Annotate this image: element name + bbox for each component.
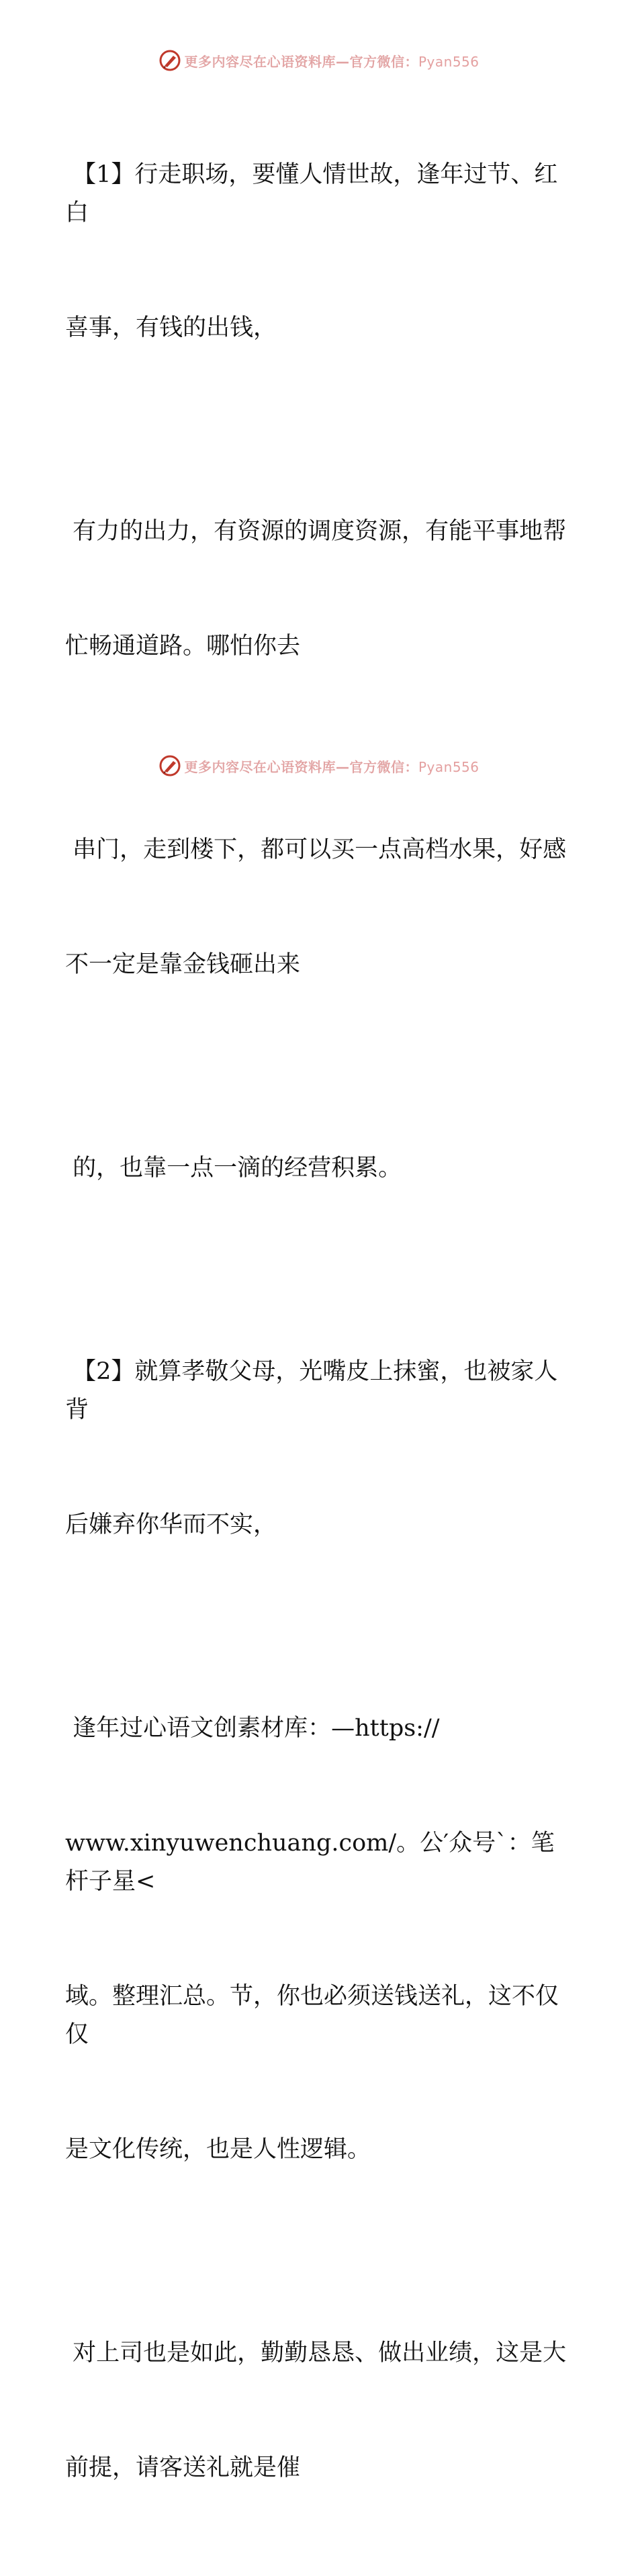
paragraph-line: 域。整理汇总。节，你也必须送钱送礼，这不仅仅 — [65, 1983, 559, 2048]
paragraph-line: 【2】就算孝敬父母，光嘴皮上抹蜜，也被家人背 — [65, 1358, 558, 1423]
paragraph-line: 忙畅通道路。哪怕你去 — [65, 633, 301, 660]
footer-watermark-text — [184, 756, 479, 776]
paragraph-line: 前提，请客送礼就是催 — [65, 2454, 301, 2481]
paragraph-line: 逢年过心语文创素材库：—https:// — [65, 1715, 440, 1742]
paragraph-line: 不一定是靠金钱砸出来 — [65, 951, 301, 978]
paragraph — [65, 1073, 576, 1264]
paragraph-line: 是文化传统，也是人性逻辑。 — [65, 2136, 371, 2163]
paragraph-line: 有力的出力，有资源的调度资源，有能平事地帮 — [65, 518, 567, 545]
pen-logo-icon — [158, 754, 181, 777]
paragraph-line: 的，也靠一点一滴的经营积累。 — [65, 1155, 402, 1182]
footer-watermark-account: Pyan556 — [418, 758, 480, 775]
paragraph — [65, 436, 576, 742]
header-watermark-text — [184, 51, 479, 71]
paragraph — [65, 754, 576, 1061]
paragraph-line: 【1】行走职场，要懂人情世故，逢年过节、红白 — [65, 161, 558, 226]
header-watermark-label: 更多内容尽在心语资料库—官方微信： — [184, 53, 418, 70]
paragraph-line: 后嫌弃你华而不实， — [65, 1511, 277, 1538]
document-body — [65, 79, 576, 2576]
pen-logo-icon — [158, 49, 181, 72]
paragraph — [65, 1276, 576, 1621]
paragraph-line: www.xinyuwenchuang.com/。公′众号`：笔杆子星< — [65, 1830, 555, 1895]
footer-watermark-label: 更多内容尽在心语资料库—官方微信： — [184, 758, 418, 775]
paragraph — [65, 79, 576, 424]
paragraph-line: 对上司也是如此，勤勤恳恳、做出业绩，这是大 — [65, 2340, 567, 2366]
paragraph-line: 串门，走到楼下，都可以买一点高档水果，好感 — [65, 836, 567, 863]
header-watermark-account: Pyan556 — [418, 53, 480, 70]
header-watermark-banner — [0, 47, 638, 74]
paragraph — [65, 2258, 576, 2564]
paragraph — [65, 1633, 576, 2246]
footer-watermark-banner — [0, 752, 638, 779]
paragraph-line: 喜事，有钱的出钱， — [65, 314, 277, 341]
